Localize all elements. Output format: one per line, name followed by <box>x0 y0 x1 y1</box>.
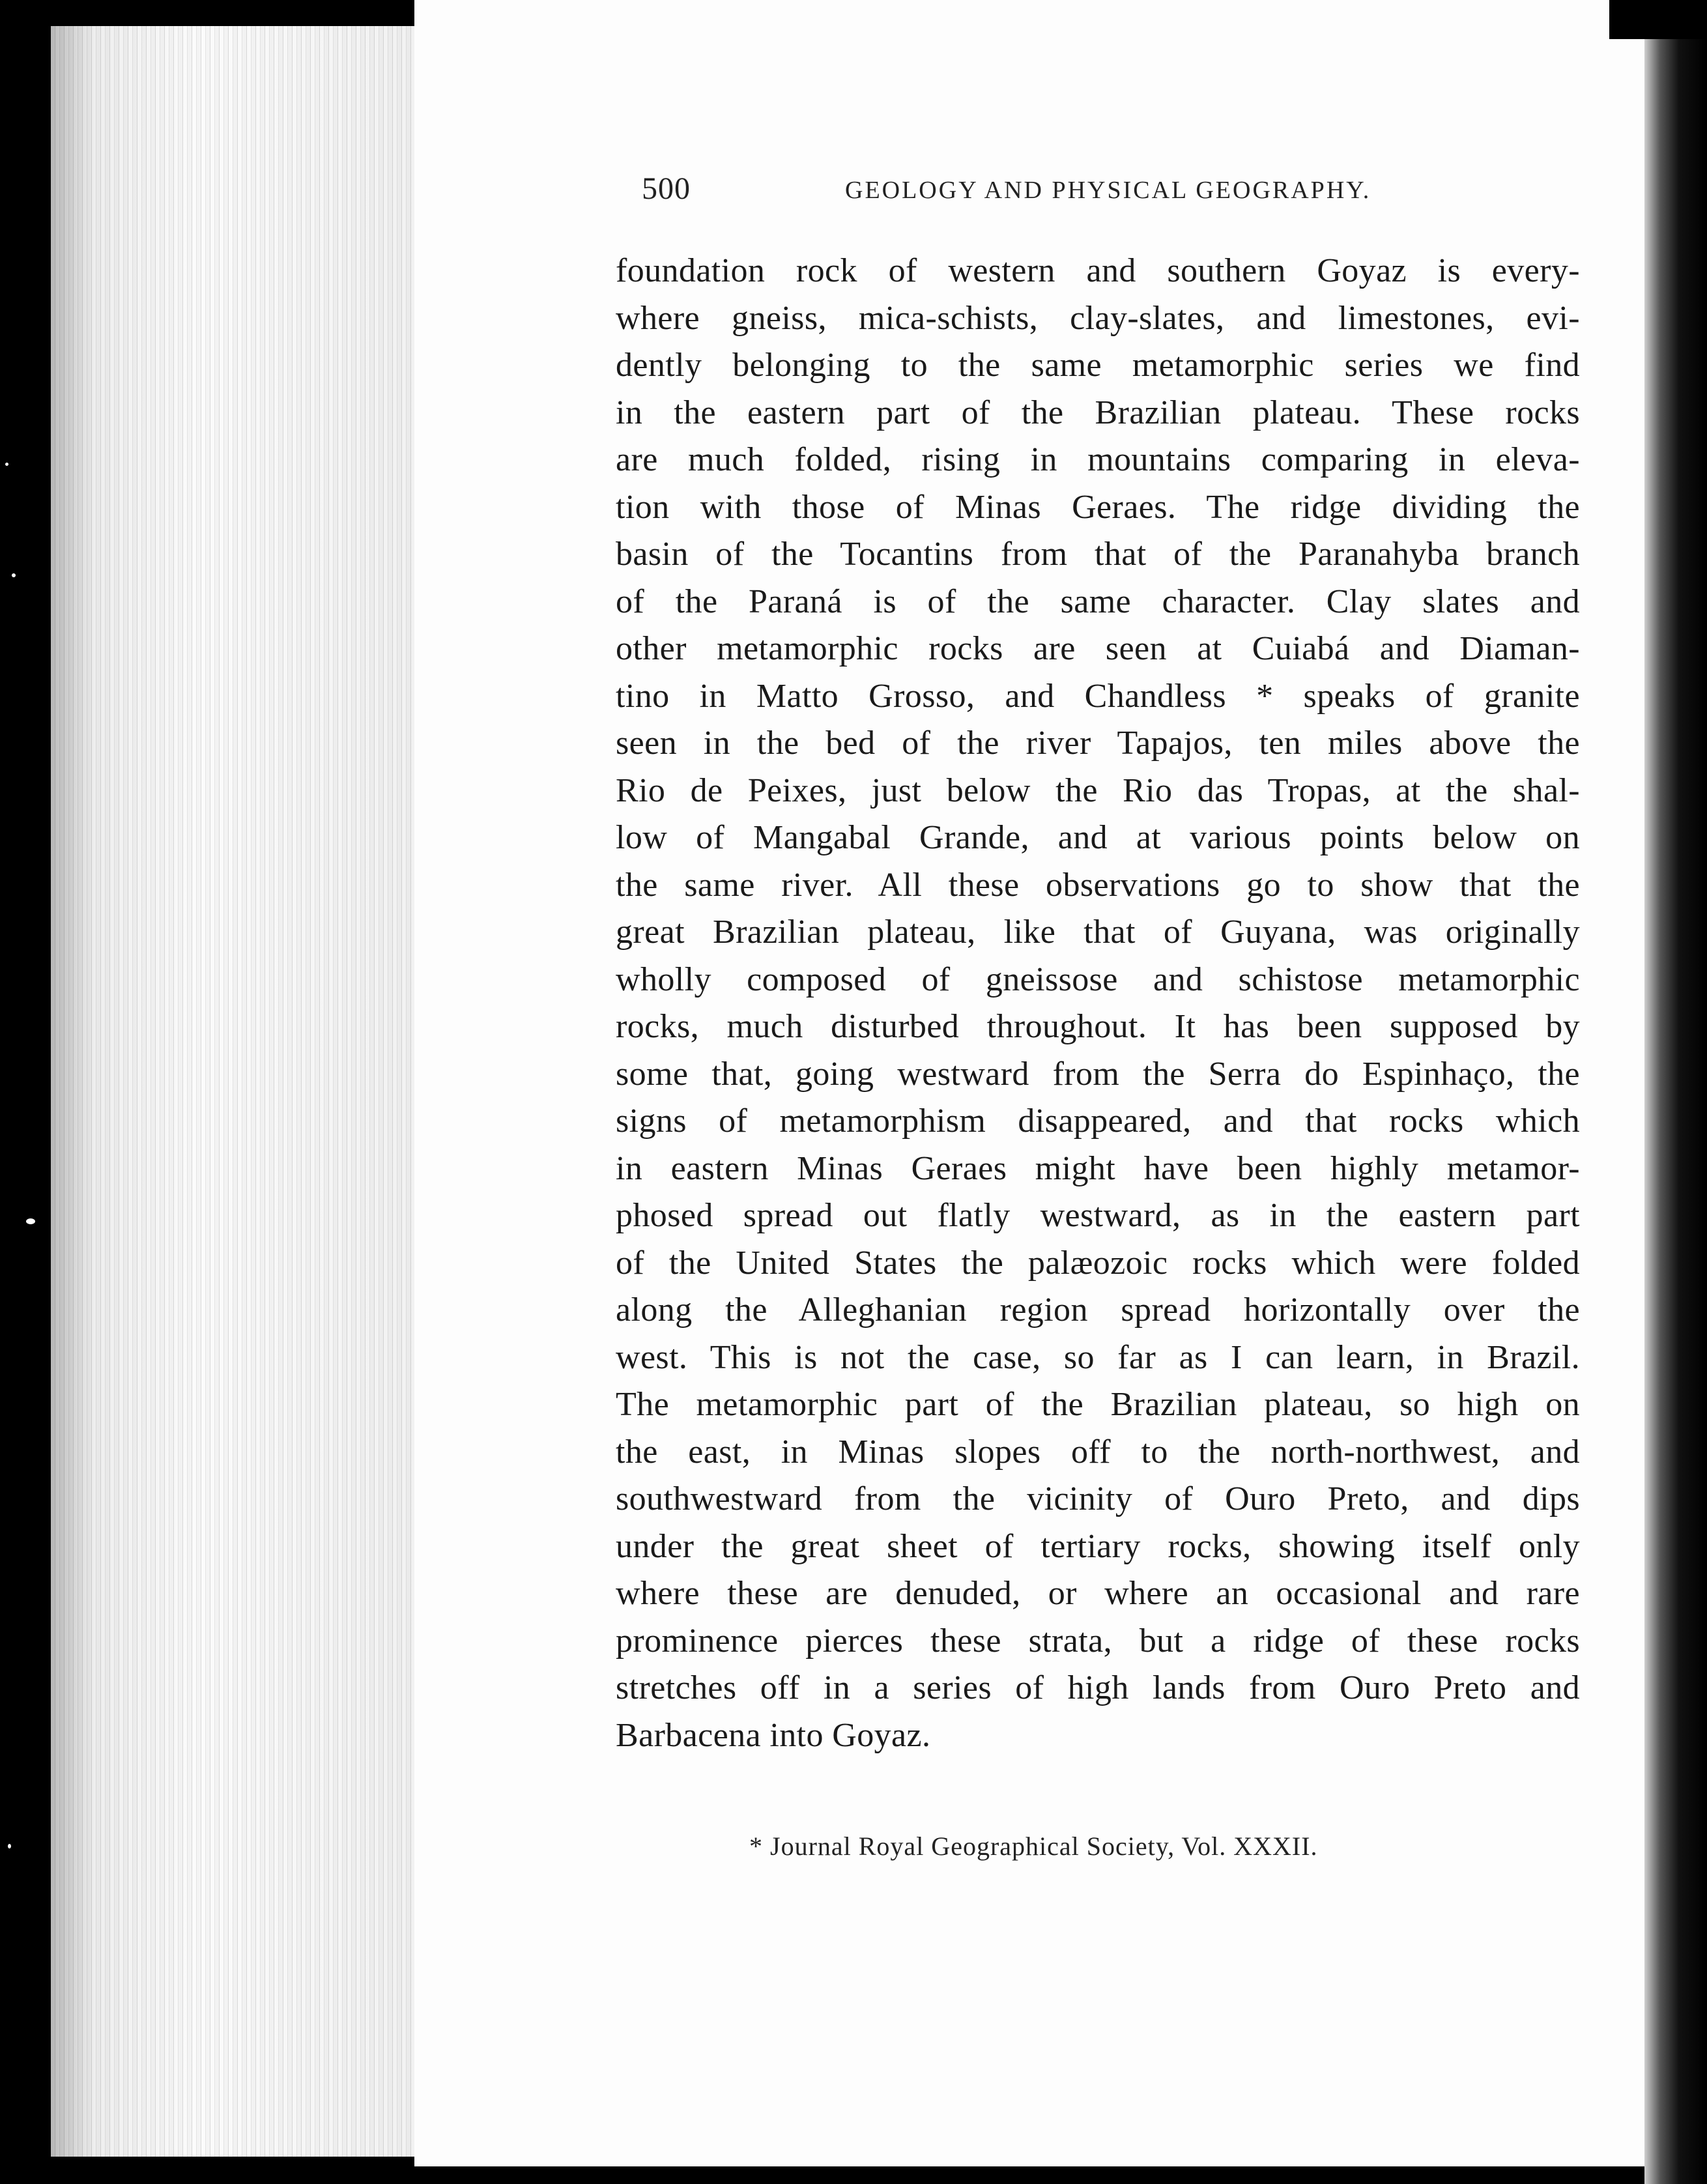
text-line: wholly composed of gneissose and schistose metamorphic <box>616 960 1580 998</box>
text-line: tion with those of Minas Geraes. The ridge dividing the <box>616 488 1580 526</box>
text-line: low of Mangabal Grande, and at various points below on <box>616 819 1580 856</box>
text-line: west. This is not the case, so far as I can learn, in Brazil. <box>616 1338 1580 1376</box>
spine-corner <box>1609 0 1707 39</box>
text-line: rocks, much disturbed throughout. It has been supposed by <box>616 1008 1580 1045</box>
text-line: in the eastern part of the Brazilian plateau. These rocks <box>616 394 1580 431</box>
text-line: foundation rock of western and southern Goyaz is every- <box>616 252 1580 289</box>
running-head <box>642 171 1411 223</box>
text-line: southwestward from the vicinity of Ouro Preto, and dips <box>616 1480 1580 1517</box>
text-line-last: Barbacena into Goyaz. <box>616 1716 931 1754</box>
text-line: basin of the Tocantins from that of the Paranahyba branch <box>616 536 1580 573</box>
text-line: The metamorphic part of the Brazilian plateau, so high on <box>616 1386 1580 1423</box>
page-number: 500 <box>642 171 691 206</box>
text-line: in eastern Minas Geraes might have been highly metamor- <box>616 1149 1580 1187</box>
text-line: of the Paraná is of the same character. Clay slates and <box>616 582 1580 620</box>
text-line: where gneiss, mica-schists, clay-slates, and limestones, evi- <box>616 299 1580 337</box>
footnote: * Journal Royal Geographical Society, Vol. XXXII. <box>749 1832 1318 1861</box>
text-line: of the United States the palæozoic rocks which were folded <box>616 1244 1580 1282</box>
text-line: Rio de Peixes, just below the Rio das Tropas, at the shal- <box>616 771 1580 809</box>
text-line: the east, in Minas slopes off to the north-northwest, and <box>616 1433 1580 1471</box>
running-head-title: GEOLOGY AND PHYSICAL GEOGRAPHY. <box>845 177 1371 204</box>
text-line: dently belonging to the same metamorphic series we find <box>616 347 1580 384</box>
text-line: phosed spread out flatly westward, as in the eastern part <box>616 1197 1580 1234</box>
text-line: are much folded, rising in mountains comparing in eleva- <box>616 441 1580 478</box>
text-line: under the great sheet of tertiary rocks, showing itself only <box>616 1527 1580 1565</box>
text-line: tino in Matto Grosso, and Chandless * speaks of granite <box>616 677 1580 715</box>
page-stack-shadow <box>51 26 416 2157</box>
scan-speck <box>12 573 16 577</box>
text-line: along the Alleghanian region spread horizontally over the <box>616 1291 1580 1329</box>
text-line: where these are denuded, or where an occasional and rare <box>616 1575 1580 1612</box>
body-text <box>616 248 1580 1759</box>
text-line: other metamorphic rocks are seen at Cuiabá and Diaman- <box>616 630 1580 667</box>
text-line: signs of metamorphism disappeared, and that rocks which <box>616 1102 1580 1140</box>
text-line: great Brazilian plateau, like that of Guyana, was originally <box>616 913 1580 951</box>
text-line: stretches off in a series of high lands from Ouro Preto and <box>616 1669 1580 1706</box>
scan-speck <box>5 463 8 466</box>
text-line: the same river. All these observations go to show that the <box>616 866 1580 904</box>
scan-speck <box>26 1218 35 1224</box>
scan-speck <box>8 1844 11 1848</box>
text-line: seen in the bed of the river Tapajos, ten miles above the <box>616 725 1580 762</box>
text-line: prominence pierces these strata, but a ridge of these rocks <box>616 1622 1580 1660</box>
book-spine-edge <box>1644 0 1707 2184</box>
text-line: some that, going westward from the Serra do Espinhaço, the <box>616 1055 1580 1093</box>
